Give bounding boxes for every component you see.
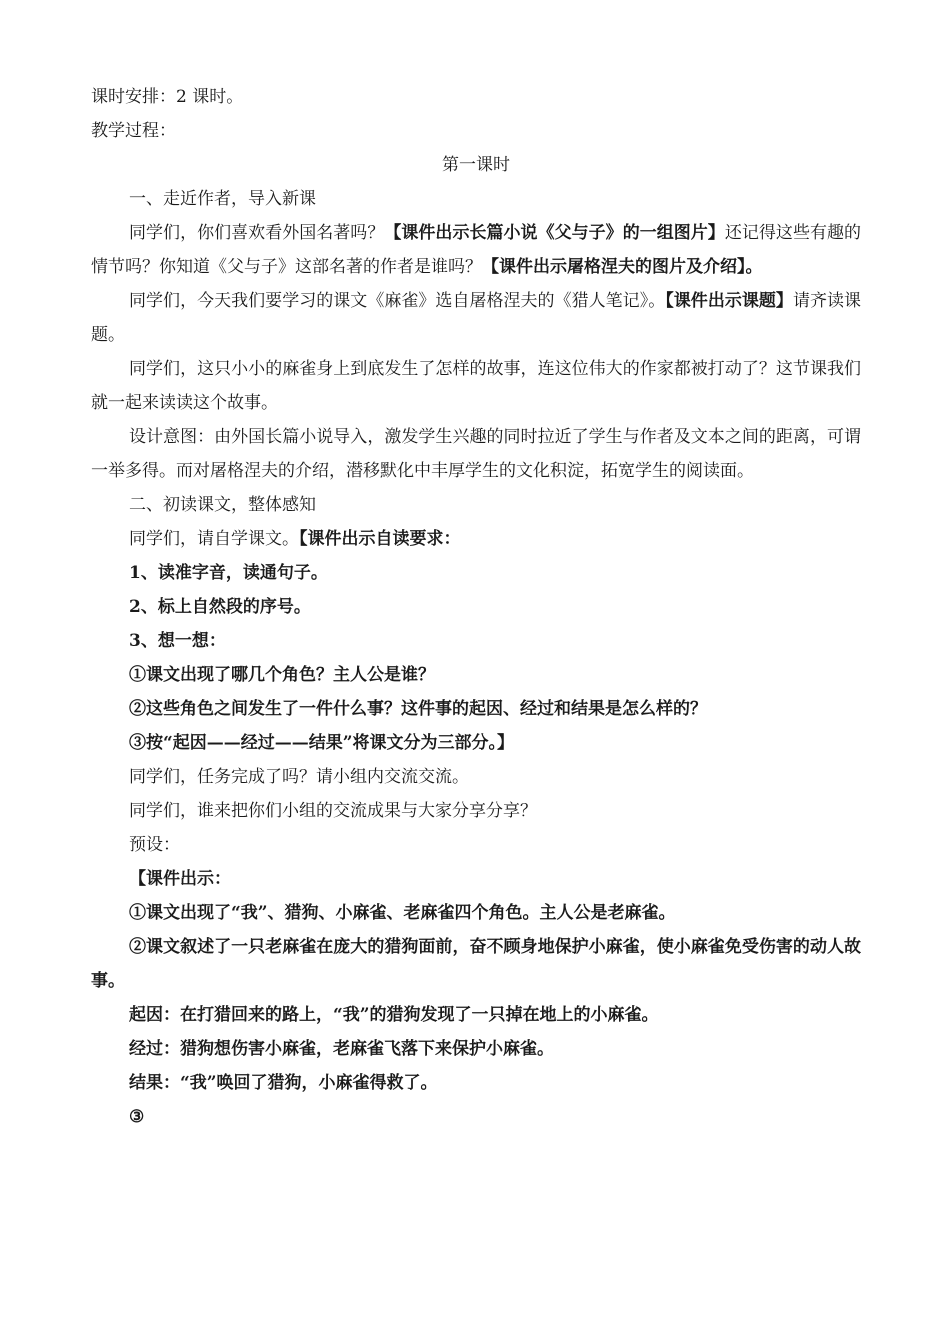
answer-2: ②课文叙述了一只老麻雀在庞大的猎狗面前，奋不顾身地保护小麻雀，使小麻雀免受伤害的动人故事。 xyxy=(91,937,861,991)
paragraph-2-text-a: 同学们，今天我们要学习的课文《麻雀》选自屠格涅夫的《猎人笔记》。 xyxy=(129,291,666,311)
document-body xyxy=(91,80,861,1134)
section2-heading: 二、初读课文，整体感知 xyxy=(129,495,316,515)
paragraph-6: 同学们，任务完成了吗？请小组内交流交流。 xyxy=(129,767,469,787)
paragraph-3: 同学们，这只小小的麻雀身上到底发生了怎样的故事，连这位伟大的作家都被打动了？这节课我们就一起来读读这个故事。 xyxy=(91,359,861,413)
paragraph-7: 同学们，谁来把你们小组的交流成果与大家分享分享？ xyxy=(129,801,537,821)
requirement-1: 1、读准字音，读通句子。 xyxy=(129,563,328,583)
lesson-title: 第一课时 xyxy=(442,155,510,175)
requirement-2: 2、标上自然段的序号。 xyxy=(129,597,311,617)
schedule-line: 课时安排：2 课时。 xyxy=(91,87,244,107)
answer-result: 结果：“我”唤回了猎狗，小麻雀得救了。 xyxy=(129,1073,438,1093)
courseware-show: 【课件出示： xyxy=(129,869,231,889)
answer-process: 经过：猎狗想伤害小麻雀，老麻雀飞落下来保护小麻雀。 xyxy=(129,1039,554,1059)
question-3: ③按“起因——经过——结果”将课文分为三部分。】 xyxy=(129,733,515,753)
preset-label: 预设： xyxy=(129,835,180,855)
paragraph-5-text: 同学们，请自学课文。 xyxy=(129,529,299,549)
requirement-3: 3、想一想： xyxy=(129,631,226,651)
paragraph-1-courseware-a: 【课件出示长篇小说《父与子》的一组图片】 xyxy=(384,223,725,243)
question-2: ②这些角色之间发生了一件什么事？这件事的起因、经过和结果是怎么样的？ xyxy=(129,699,707,719)
paragraph-1-text-b: 还记得这些有趣的情节吗？你知道《父与子》这部名著的作者是谁吗？ xyxy=(91,223,862,277)
design-intent: 设计意图：由外国长篇小说导入，激发学生兴趣的同时拉近了学生与作者及文本之间的距离，可谓一举多得。而对屠格涅夫的介绍，潜移默化中丰厚学生的文化积淀，拓宽学生的阅读面。 xyxy=(91,427,861,481)
paragraph-2-courseware: 【课件出示课题】 xyxy=(665,291,793,311)
question-1: ①课文出现了哪几个角色？主人公是谁？ xyxy=(129,665,435,685)
answer-3: ③ xyxy=(129,1107,145,1127)
paragraph-1-courseware-b: 【课件出示屠格涅夫的图片及介绍】。 xyxy=(482,257,763,277)
answer-1: ①课文出现了“我”、猎狗、小麻雀、老麻雀四个角色。主人公是老麻雀。 xyxy=(129,903,676,923)
paragraph-2-text-b: 请齐读课题。 xyxy=(91,291,862,345)
paragraph-1-text-a: 同学们，你们喜欢看外国名著吗？ xyxy=(129,223,385,243)
paragraph-1 xyxy=(91,216,861,284)
paragraph-2 xyxy=(91,284,861,352)
answer-cause: 起因：在打猎回来的路上，“我”的猎狗发现了一只掉在地上的小麻雀。 xyxy=(129,1005,659,1025)
paragraph-5-courseware: 【课件出示自读要求： xyxy=(299,529,461,549)
section1-heading: 一、走近作者，导入新课 xyxy=(129,189,316,209)
paragraph-5 xyxy=(91,522,861,556)
process-heading: 教学过程： xyxy=(91,121,176,141)
